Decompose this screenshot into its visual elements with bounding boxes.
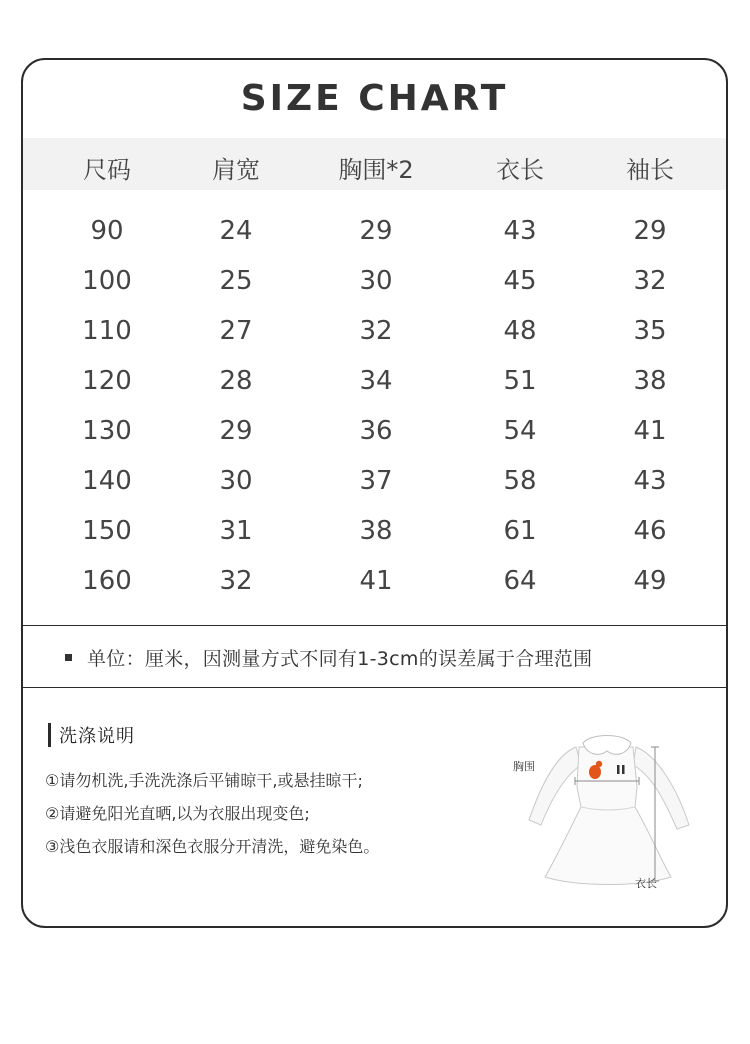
dress-illustration [511,725,711,900]
table-row [23,560,726,610]
cell-chest: 29 [359,216,393,246]
cell-size: 160 [82,566,132,596]
cell-sleeve: 46 [633,516,667,546]
cell-chest: 32 [359,316,393,346]
care-item: ③浅色衣服请和深色衣服分开清洗，避免染色。 [45,837,380,856]
cell-length: 48 [503,316,537,346]
cell-shoulder: 29 [219,416,253,446]
cell-size: 130 [82,416,132,446]
table-row [23,260,726,310]
table-row [23,210,726,260]
cell-length: 64 [503,566,537,596]
cell-size: 90 [90,216,124,246]
cell-length: 45 [503,266,537,296]
care-item: ①请勿机洗,手洗洗涤后平铺晾干,或悬挂晾干; [45,771,363,790]
cell-size: 150 [82,516,132,546]
cell-length: 61 [503,516,537,546]
header-chest: 胸围*2 [338,156,414,184]
cell-shoulder: 25 [219,266,253,296]
bullet-icon [65,654,72,661]
cell-shoulder: 24 [219,216,253,246]
size-chart-card [21,58,728,928]
cell-size: 140 [82,466,132,496]
cell-sleeve: 41 [633,416,667,446]
cell-sleeve: 35 [633,316,667,346]
cell-shoulder: 27 [219,316,253,346]
cell-chest: 34 [359,366,393,396]
cell-sleeve: 43 [633,466,667,496]
header-shoulder: 肩宽 [212,156,260,184]
table-row [23,510,726,560]
chart-title: SIZE CHART [240,78,509,119]
cell-size: 110 [82,316,132,346]
header-sleeve: 袖长 [626,156,674,184]
cell-sleeve: 49 [633,566,667,596]
cell-shoulder: 30 [219,466,253,496]
care-item: ②请避免阳光直晒,以为衣服出现变色; [45,804,310,823]
unit-note: 单位：厘米，因测量方式不同有1-3cm的误差属于合理范围 [87,648,593,670]
chest-label: 胸围 [513,760,535,773]
divider-top [23,625,726,626]
care-title: 洗涤说明 [59,726,135,747]
note-row [23,628,726,688]
divider-bottom [23,687,726,688]
cell-shoulder: 31 [219,516,253,546]
table-row [23,410,726,460]
cell-shoulder: 28 [219,366,253,396]
header-size: 尺码 [83,156,131,184]
cell-length: 51 [503,366,537,396]
cell-length: 58 [503,466,537,496]
cell-chest: 30 [359,266,393,296]
cell-chest: 36 [359,416,393,446]
cell-length: 54 [503,416,537,446]
cell-size: 100 [82,266,132,296]
care-heading [48,723,135,747]
cell-sleeve: 38 [633,366,667,396]
cell-sleeve: 29 [633,216,667,246]
table-row [23,310,726,360]
dress-diagram [511,725,711,900]
cell-chest: 41 [359,566,393,596]
header-length: 衣长 [496,156,544,184]
cell-size: 120 [82,366,132,396]
table-row [23,360,726,410]
length-label: 衣长 [635,877,657,890]
cell-chest: 37 [359,466,393,496]
table-header [23,138,726,190]
table-row [23,460,726,510]
cell-shoulder: 32 [219,566,253,596]
cell-length: 43 [503,216,537,246]
cell-chest: 38 [359,516,393,546]
cell-sleeve: 32 [633,266,667,296]
heading-bar [48,723,51,747]
